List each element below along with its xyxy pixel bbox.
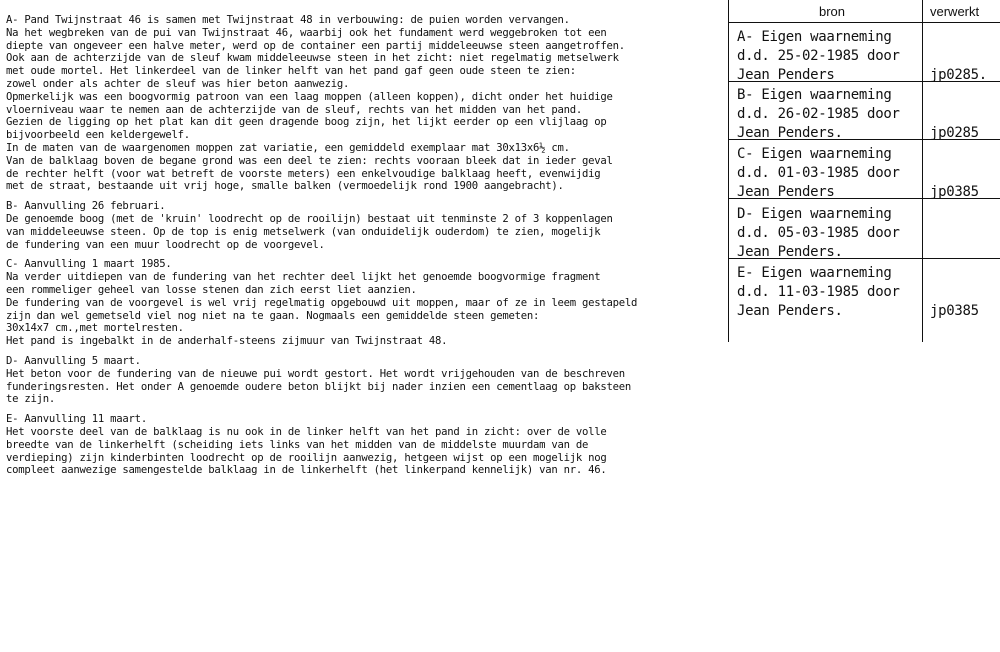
bron-line: Jean Penders.: [737, 303, 843, 319]
text-line: funderingsresten. Het onder A genoemde oudere beton blijkt bij nader inzien een cementlaag op baksteen: [6, 380, 632, 393]
bron-line: d.d. 01-03-1985 door: [737, 165, 900, 181]
text-line: D- Aanvulling 5 maart.: [6, 354, 141, 367]
text-line: Gezien de ligging op het plat kan dit geen dragende boog zijn, het lijkt eerder op een vlijlaag op: [6, 116, 607, 129]
bron-line: Jean Penders.: [737, 244, 843, 260]
bron-line: Jean Penders: [737, 67, 835, 83]
text-line: een rommeliger geheel van losse stenen dan zich eerst liet aanzien.: [6, 283, 417, 296]
bron-cell: [737, 264, 921, 321]
text-line: diepte van ongeveer een halve meter, werd op de container een partij middeleeuwse steen aangetroffen.: [6, 39, 625, 52]
text-line: Ook aan de achterzijde van de sleuf kwam middeleeuwse steen in het zicht: niet regelmatig metselwerk: [6, 52, 619, 65]
section-c: [6, 258, 728, 348]
text-line: Het voorste deel van de balklaag is nu ook in de linker helft van het pand in zicht: over de volle: [6, 425, 607, 438]
section-b: [6, 200, 728, 251]
bron-line: d.d. 11-03-1985 door: [737, 284, 900, 300]
table-row: [729, 24, 1000, 82]
table-row: [729, 141, 1000, 199]
verwerkt-cell: jp0385: [930, 303, 979, 319]
text-line: bijvoorbeeld een keldergewelf.: [6, 129, 190, 142]
bron-line: D- Eigen waarneming: [737, 206, 892, 222]
bron-line: A- Eigen waarneming: [737, 29, 892, 45]
bron-cell: [737, 28, 921, 85]
bron-line: d.d. 25-02-1985 door: [737, 48, 900, 64]
bron-line: Jean Penders: [737, 184, 835, 200]
text-line: Van de balklaag boven de begane grond was een deel te zien: rechts vooraan bleek dat in ieder geval: [6, 154, 613, 167]
bron-line: C- Eigen waarneming: [737, 146, 892, 162]
text-line: E- Aanvulling 11 maart.: [6, 413, 147, 426]
text-line: De genoemde boog (met de 'kruin' loodrecht op de rooilijn) bestaat uit tenminste 2 of 3 koppenlagen: [6, 212, 613, 225]
text-line: De fundering van de voorgevel is wel vrij regelmatig opgebouwd uit moppen, maar of ze in leem gestapeld: [6, 296, 638, 309]
text-line: Het beton voor de fundering van de nieuwe pui wordt gestort. Het wordt vrijgehouden van de beschreven: [6, 367, 625, 380]
bron-cell: [737, 86, 921, 143]
text-line: compleet aanwezige samengestelde balklaag in de linkerhelft (het linkerpand kennelijk) van nr. 46.: [6, 464, 607, 477]
bron-line: Jean Penders.: [737, 125, 843, 141]
header-verwerkt: verwerkt: [930, 4, 980, 19]
text-line: de rechter helft (voor wat betreft de voorste meters) een enkelvoudige balklaag heeft, evenwijdig: [6, 167, 601, 180]
text-line: met de straat, bestaande uit vrij hoge, smalle balken (vermoedelijk rond 1900 aangebracht).: [6, 180, 564, 193]
section-e: [6, 413, 728, 477]
bron-line: E- Eigen waarneming: [737, 265, 892, 281]
text-line: A- Pand Twijnstraat 46 is samen met Twijnstraat 48 in verbouwing: de puien worden vervangen.: [6, 14, 570, 26]
section-a: [6, 14, 728, 193]
text-line: Opmerkelijk was een boogvormig patroon van een laag moppen (alleen koppen), dicht onder het huidige: [6, 90, 613, 103]
bron-line: d.d. 05-03-1985 door: [737, 225, 900, 241]
bron-line: B- Eigen waarneming: [737, 87, 892, 103]
header-bron: bron: [819, 4, 846, 19]
bron-line: d.d. 26-02-1985 door: [737, 106, 900, 122]
table-row: [729, 82, 1000, 140]
section-d: [6, 355, 728, 406]
text-line: Na verder uitdiepen van de fundering van het rechter deel lijkt het genoemde boogvormige fragment: [6, 271, 601, 284]
text-line: verdieping) zijn kinderbinten loodrecht op de rooilijn aanwezig, hetgeen wijst op een mogelijk nog: [6, 451, 607, 464]
verwerkt-cell: jp0285.: [930, 67, 987, 83]
text-line: C- Aanvulling 1 maart 1985.: [6, 258, 172, 271]
report-text: [6, 14, 728, 484]
text-line: met oude mortel. Het linkerdeel van de linker helft van het pand gaf geen oude steen te zien:: [6, 65, 576, 78]
text-line: 30x14x7 cm.,met mortelresten.: [6, 322, 184, 335]
text-line: breedte van de linkerhelft (scheiding iets links van het midden van de middelste muurdam van de: [6, 438, 589, 451]
text-line: In de maten van de waargenomen moppen zat variatie, een gemiddeld exemplaar mat 30x13x6½ cm.: [6, 141, 570, 154]
text-line: vloerniveau waar te nemen aan de achterzijde van de sleuf, rechts van het midden van het pand.: [6, 103, 583, 116]
table-header: [729, 0, 1000, 23]
source-table: [728, 0, 1000, 342]
text-line: Na het wegbreken van de pui van Twijnstraat 46, waarbij ook het fundament werd weggebroken tot een: [6, 26, 607, 39]
text-line: B- Aanvulling 26 februari.: [6, 200, 166, 213]
text-line: te zijn.: [6, 393, 56, 406]
text-line: Het pand is ingebalkt in de anderhalf-steens zijmuur van Twijnstraat 48.: [6, 335, 448, 348]
text-line: de fundering van een muur loodrecht op de voorgevel.: [6, 238, 325, 251]
verwerkt-cell: jp0285: [930, 125, 979, 141]
text-line: van middeleeuwse steen. Op de top is enig metselwerk (van onduidelijk ouderdom) te zien, mogelijk: [6, 225, 601, 238]
table-row: [729, 260, 1000, 317]
table-row: [729, 201, 1000, 259]
verwerkt-cell: jp0385: [930, 184, 979, 200]
text-line: zowel onder als achter de sleuf was hier beton aanwezig.: [6, 77, 350, 90]
bron-cell: [737, 145, 921, 202]
bron-cell: [737, 205, 921, 262]
text-line: zijn dan wel gemetseld viel nog niet na te gaan. Nogmaals een gemiddelde steen gemeten:: [6, 309, 540, 322]
